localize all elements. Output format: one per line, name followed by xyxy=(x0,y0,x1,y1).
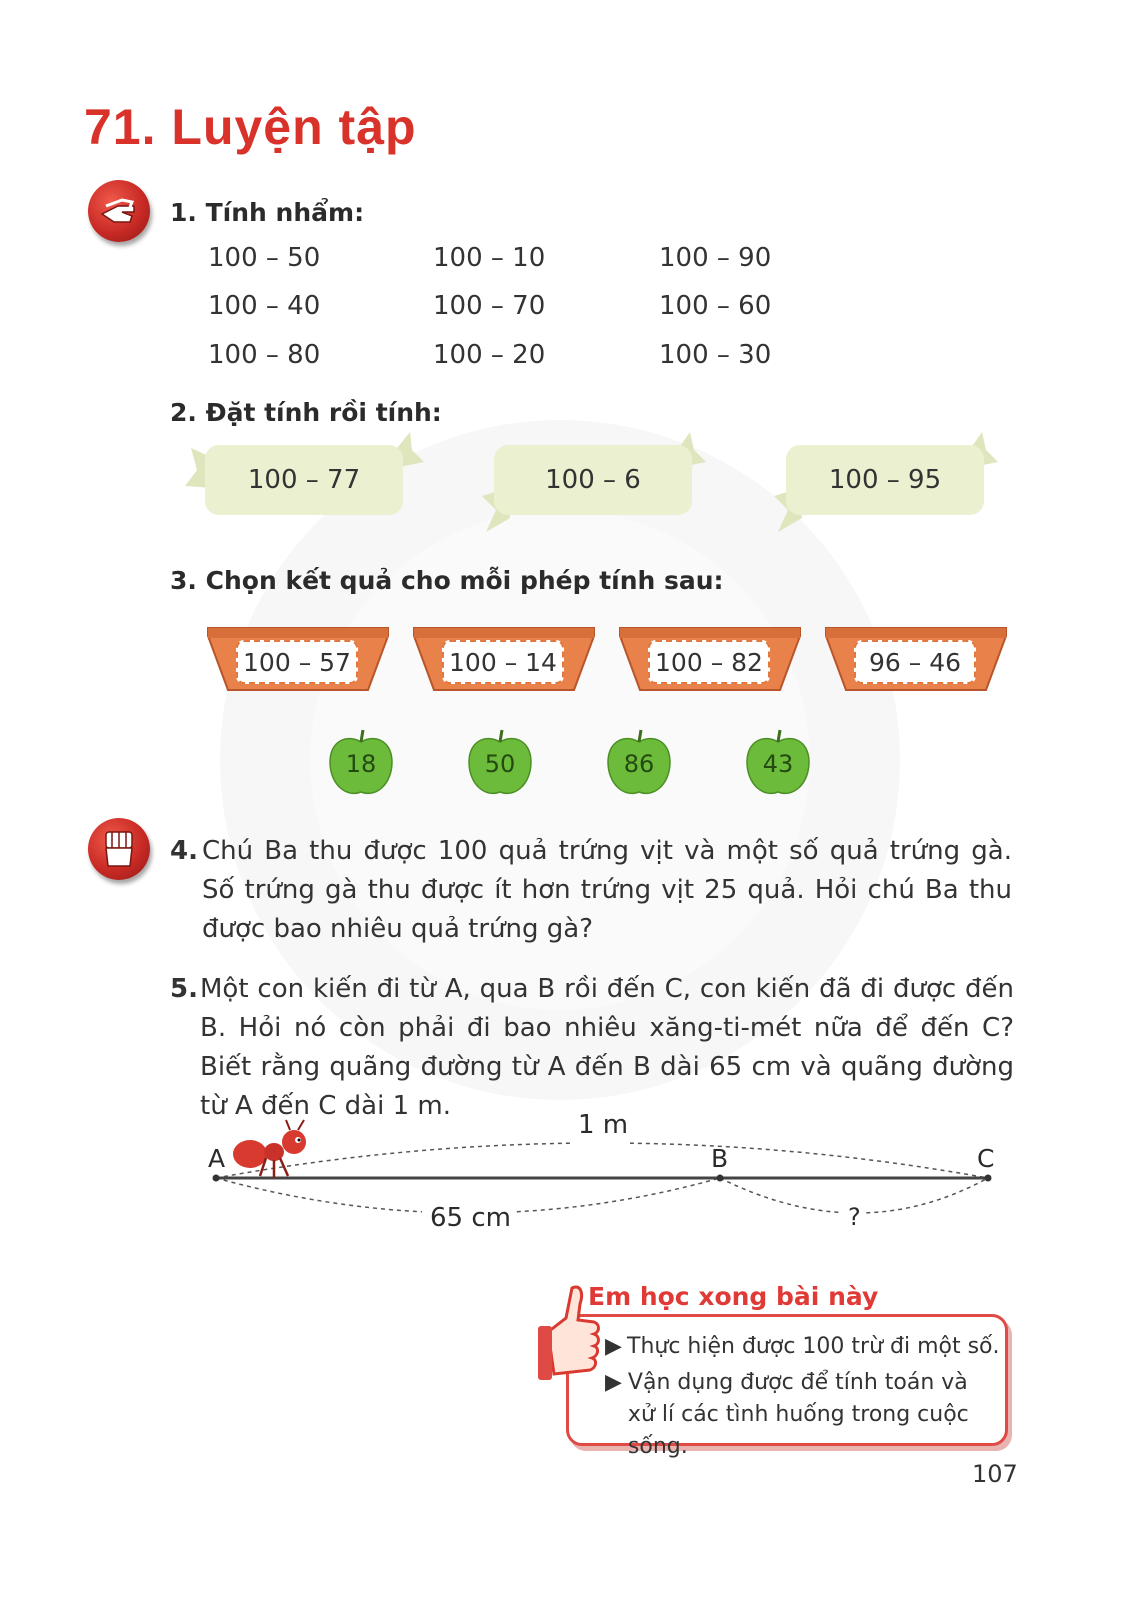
point-a-dot xyxy=(213,1175,220,1182)
calc-item: 100 – 60 xyxy=(659,291,772,321)
q1-heading: 1. Tính nhẩm: xyxy=(170,198,365,227)
summary-item-1: ▶ Thực hiện được 100 trừ đi một số. xyxy=(605,1334,1000,1359)
basket xyxy=(824,626,1008,692)
summary-box xyxy=(566,1314,1008,1459)
calc-item: 100 – 30 xyxy=(659,340,772,370)
label-ab: 65 cm xyxy=(430,1203,511,1233)
summary-item-2: ▶ Vận dụng được để tính toán và xử lí các tình huống trong cuộc sống. xyxy=(605,1367,995,1463)
thumbs-up-icon xyxy=(536,1282,602,1392)
q3-heading: 3. Chọn kết quả cho mỗi phép tính sau: xyxy=(170,566,724,595)
calc-item: 100 – 10 xyxy=(433,243,546,273)
label-bc: ? xyxy=(848,1203,861,1231)
basket xyxy=(618,626,802,692)
calc-item: 100 – 40 xyxy=(208,291,321,321)
basket-label: 100 – 82 xyxy=(648,640,770,684)
apple xyxy=(745,728,811,798)
triangle-bullet-icon: ▶ xyxy=(605,1334,622,1359)
point-b-dot xyxy=(717,1175,724,1182)
label-a: A xyxy=(208,1144,226,1173)
apple-label: 43 xyxy=(762,750,794,778)
fist-icon xyxy=(88,818,150,880)
apple xyxy=(606,728,672,798)
triangle-bullet-icon: ▶ xyxy=(605,1370,622,1395)
apple-label: 50 xyxy=(484,750,516,778)
point-c-dot xyxy=(985,1175,992,1182)
calc-item: 100 – 90 xyxy=(659,243,772,273)
candy-card: 100 – 95 xyxy=(786,445,984,515)
q1-grid xyxy=(208,243,808,383)
calc-item: 100 – 20 xyxy=(433,340,546,370)
apple xyxy=(328,728,394,798)
apple-label: 18 xyxy=(345,750,377,778)
apple xyxy=(467,728,533,798)
arc-ac xyxy=(216,1143,988,1178)
ant-icon xyxy=(230,1118,316,1180)
page-number: 107 xyxy=(972,1460,1018,1488)
basket-label: 100 – 14 xyxy=(442,640,564,684)
q5-text: 5. Một con kiến đi từ A, qua B rồi đến C, con kiến đã đi được đến B. Hỏi nó còn phải đi bao nhiêu xăng-ti-mét nữa để đến C? Biết rằng quãng đường từ A đến B dài 65 cm và quãng đường từ A đến C dài 1 m. xyxy=(170,970,1014,1126)
label-total: 1 m xyxy=(578,1110,629,1140)
candy-card: 100 – 6 xyxy=(494,445,692,515)
candy-card: 100 – 77 xyxy=(205,445,403,515)
q5-body: Một con kiến đi từ A, qua B rồi đến C, con kiến đã đi được đến B. Hỏi nó còn phải đi bao nhiêu xăng-ti-mét nữa để đến C? Biết rằng quãng đường từ A đến B dài 65 cm và quãng đường từ A đến C dài 1 m. xyxy=(200,974,1014,1121)
label-b: B xyxy=(711,1144,729,1173)
basket-label: 100 – 57 xyxy=(236,640,358,684)
calc-item: 100 – 80 xyxy=(208,340,321,370)
basket-label: 96 – 46 xyxy=(854,640,976,684)
calc-item: 100 – 70 xyxy=(433,291,546,321)
page-title: 71. Luyện tập xyxy=(84,99,417,155)
hands-icon xyxy=(88,180,150,242)
label-c: C xyxy=(977,1144,995,1173)
basket xyxy=(412,626,596,692)
q2-heading: 2. Đặt tính rồi tính: xyxy=(170,398,442,427)
calc-item: 100 – 50 xyxy=(208,243,321,273)
apple-label: 86 xyxy=(623,750,655,778)
q4-body: Chú Ba thu được 100 quả trứng vịt và một số quả trứng gà. Số trứng gà thu được ít hơn trứng vịt 25 quả. Hỏi chú Ba thu được bao nhiêu quả trứng gà? xyxy=(202,836,1012,944)
summary-heading: Em học xong bài này xyxy=(588,1282,879,1311)
q4-text: 4. Chú Ba thu được 100 quả trứng vịt và một số quả trứng gà. Số trứng gà thu được ít hơn trứng vịt 25 quả. Hỏi chú Ba thu được bao nhiêu quả trứng gà? xyxy=(170,832,1012,949)
basket xyxy=(206,626,390,692)
